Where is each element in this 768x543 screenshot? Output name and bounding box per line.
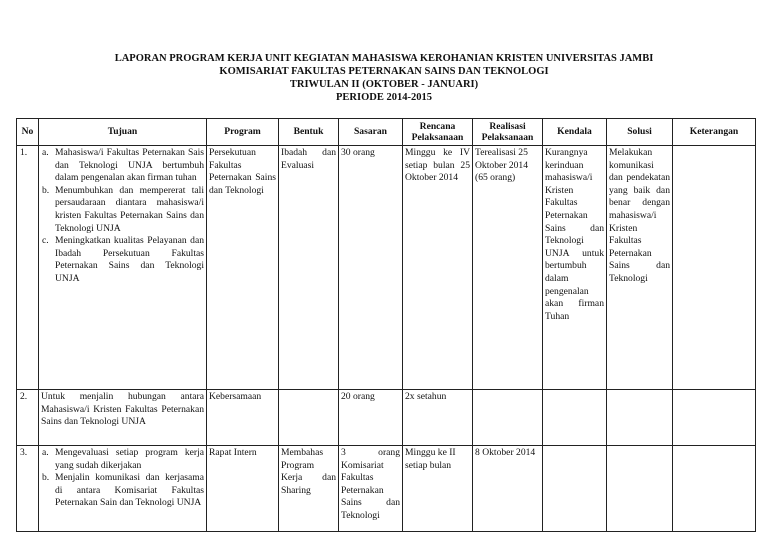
bentuk-cell: Membahas Program Kerja dan Sharing [279,446,339,532]
sasaran-cell: 3 orang Komisariat Fakultas Peternakan Sains dan Teknologi [339,446,403,532]
column-header-realisasi-line1: Realisasi [489,121,526,132]
tujuan-cell: Untuk menjalin hubungan antara Mahasiswa/i Kristen Fakultas Peternakan Sains dan Teknologi UNJA [39,390,207,446]
row-number: 2. [17,390,39,446]
column-header-rencana-line1: Rencana [419,121,456,132]
column-header-solusi: Solusi [607,119,673,146]
rencana-cell: Minggu ke IV setiap bulan 25 Oktober 2014 [403,146,473,390]
table-row [17,146,756,390]
table-row [17,390,756,446]
sasaran-cell: 20 orang [339,390,403,446]
column-header-program: Program [207,119,279,146]
list-marker: b. [42,472,50,484]
table-row [17,446,756,532]
column-header-bentuk: Bentuk [279,119,339,146]
report-title: LAPORAN PROGRAM KERJA UNIT KEGIATAN MAHASISWA KEROHANIAN KRISTEN UNIVERSITAS JAMBI [114,53,654,64]
column-header-no: No [17,119,39,146]
kendala-cell: Kurangnya kerinduan mahasiswa/i Kristen Fakultas Peternakan Sains dan Teknologi UNJA untuk bertumbuh dalam pengenalan akan firman Tuhan [543,146,607,390]
tujuan-cell [39,146,207,390]
tujuan-cell [39,446,207,532]
column-header-keterangan: Keterangan [673,119,756,146]
row-number: 3. [17,446,39,532]
kendala-cell [543,390,607,446]
list-item-text: Mengevaluasi setiap program kerja yang sudah dikerjakan [55,447,204,471]
realisasi-cell: 8 Oktober 2014 [473,446,543,532]
rencana-cell: Minggu ke II setiap bulan [403,446,473,532]
keterangan-cell [673,146,756,390]
program-cell: Persekutuan Fakultas Peternakan Sains dan Teknologi [207,146,279,390]
column-header-rencana-line2: Pelaksanaan [411,132,464,143]
column-header-rencana [403,119,473,146]
report-quarter: TRIWULAN II (OKTOBER - JANUARI) [289,79,479,90]
list-item-text: Menumbuhkan dan mempererat tali persaudaraan diantara mahasiswa/i kristen Fakultas Peternakan Sains dan Teknologi UNJA [55,184,204,234]
table-header-row [17,119,756,146]
keterangan-cell [673,390,756,446]
keterangan-cell [673,446,756,532]
realisasi-cell [473,390,543,446]
sasaran-cell: 30 orang [339,146,403,390]
report-period: PERIODE 2014-2015 [336,92,432,103]
bentuk-cell [279,390,339,446]
list-item [42,472,204,510]
list-item [42,184,204,235]
report-header [0,52,768,104]
list-marker: a. [42,447,49,458]
list-item [42,147,204,185]
tujuan-list [41,147,204,286]
list-item-text: Meningkatkan kualitas Pelayanan dan Ibadah Persekutuan Fakultas Peternakan Sains dan Teknologi UNJA [55,235,204,284]
solusi-cell [607,446,673,532]
rencana-cell: 2x setahun [403,390,473,446]
report-subtitle: KOMISARIAT FAKULTAS PETERNAKAN SAINS DAN TEKNOLOGI [219,66,549,77]
solusi-cell [607,390,673,446]
list-item [42,447,204,472]
kendala-cell [543,446,607,532]
bentuk-cell: Ibadah dan Evaluasi [279,146,339,390]
program-cell: Rapat Intern [207,446,279,532]
list-marker: b. [42,184,50,196]
program-cell: Kebersamaan [207,390,279,446]
column-header-realisasi-line2: Pelaksanaan [481,132,534,143]
column-header-kendala: Kendala [543,119,607,146]
column-header-sasaran: Sasaran [339,119,403,146]
realisasi-cell: Terealisasi 25 Oktober 2014 (65 orang) [473,146,543,390]
list-item-text: Menjalin komunikasi dan kerjasama di antara Komisariat Fakultas Peternakan Sain dan Teknologi UNJA [55,472,204,509]
report-table [16,118,756,532]
row-number: 1. [17,146,39,390]
list-item-text: Mahasiswa/i Fakultas Peternakan Sais dan Teknologi UNJA bertumbuh dalam pengenalan akan firman tuhan [55,147,204,184]
list-marker: c. [42,235,49,247]
solusi-cell: Melakukan komunikasi dan pendekatan yang baik dan benar dengan mahasiswa/i Kristen Fakultas Peternakan Sains dan Teknologi [607,146,673,390]
list-item [42,235,204,285]
tujuan-list [41,447,204,510]
list-marker: a. [42,147,49,158]
column-header-tujuan: Tujuan [39,119,207,146]
column-header-realisasi [473,119,543,146]
